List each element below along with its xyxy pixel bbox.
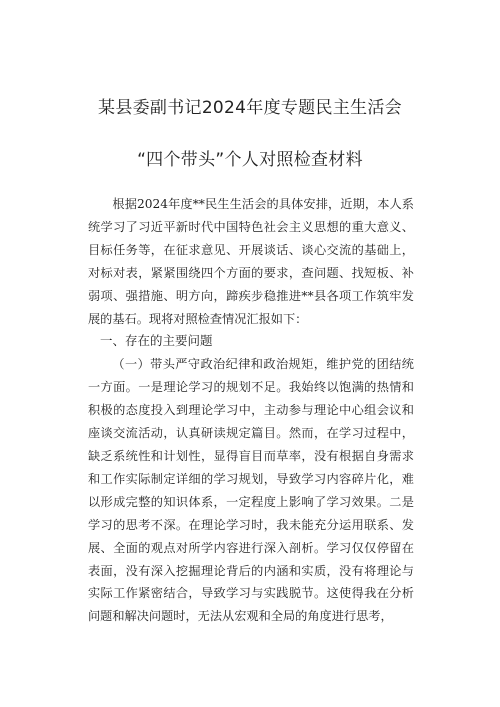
intro-paragraph: 根据2024年度**民生生活会的具体安排，近期，本人系统学习了习近平新时代中国特色社会主义思想的重大意义、目标任务等，在征求意见、开展谈话、谈心交流的基础上，对标对表，紧紧围绕四个方面的要求，查问题、找短板、补弱项、强措施、明方向，蹄疾步稳推进**县各项工作筑牢发展的基石。现将对照检查情况汇报如下： [88,197,414,326]
document-title-line1: 某县委副书记2024年度专题民主生活会 [98,98,402,118]
document-title-line2: “四个带头”个人对照检查材料 [137,150,363,170]
document-body [88,193,414,628]
section-paragraph: （一）带头严守政治纪律和政治规矩，维护党的团结统一方面。一是理论学习的规划不足。我始终以饱满的热情和积极的态度投入到理论学习中，主动参与理论中心组会议和座谈交流活动，认真研读规定篇目。然而，在学习过程中，缺乏系统性和计划性，显得盲目而草率，没有根据自身需求和工作实际制定详细的学习规划，导致学习内容碎片化，难以形成完整的知识体系，一定程度上影响了学习效果。二是学习的思考不深。在理论学习时，我未能充分运用联系、发展、全面的观点对所学内容进行深入剖析。学习仅仅停留在表面，没有深入挖掘理论背后的内涵和实质，没有将理论与实际工作紧密结合，导致学习与实践脱节。这使得我在分析问题和解决问题时，无法从宏观和全局的角度进行思考， [88,357,414,624]
section-heading: 一、存在的主要问题 [100,333,213,349]
